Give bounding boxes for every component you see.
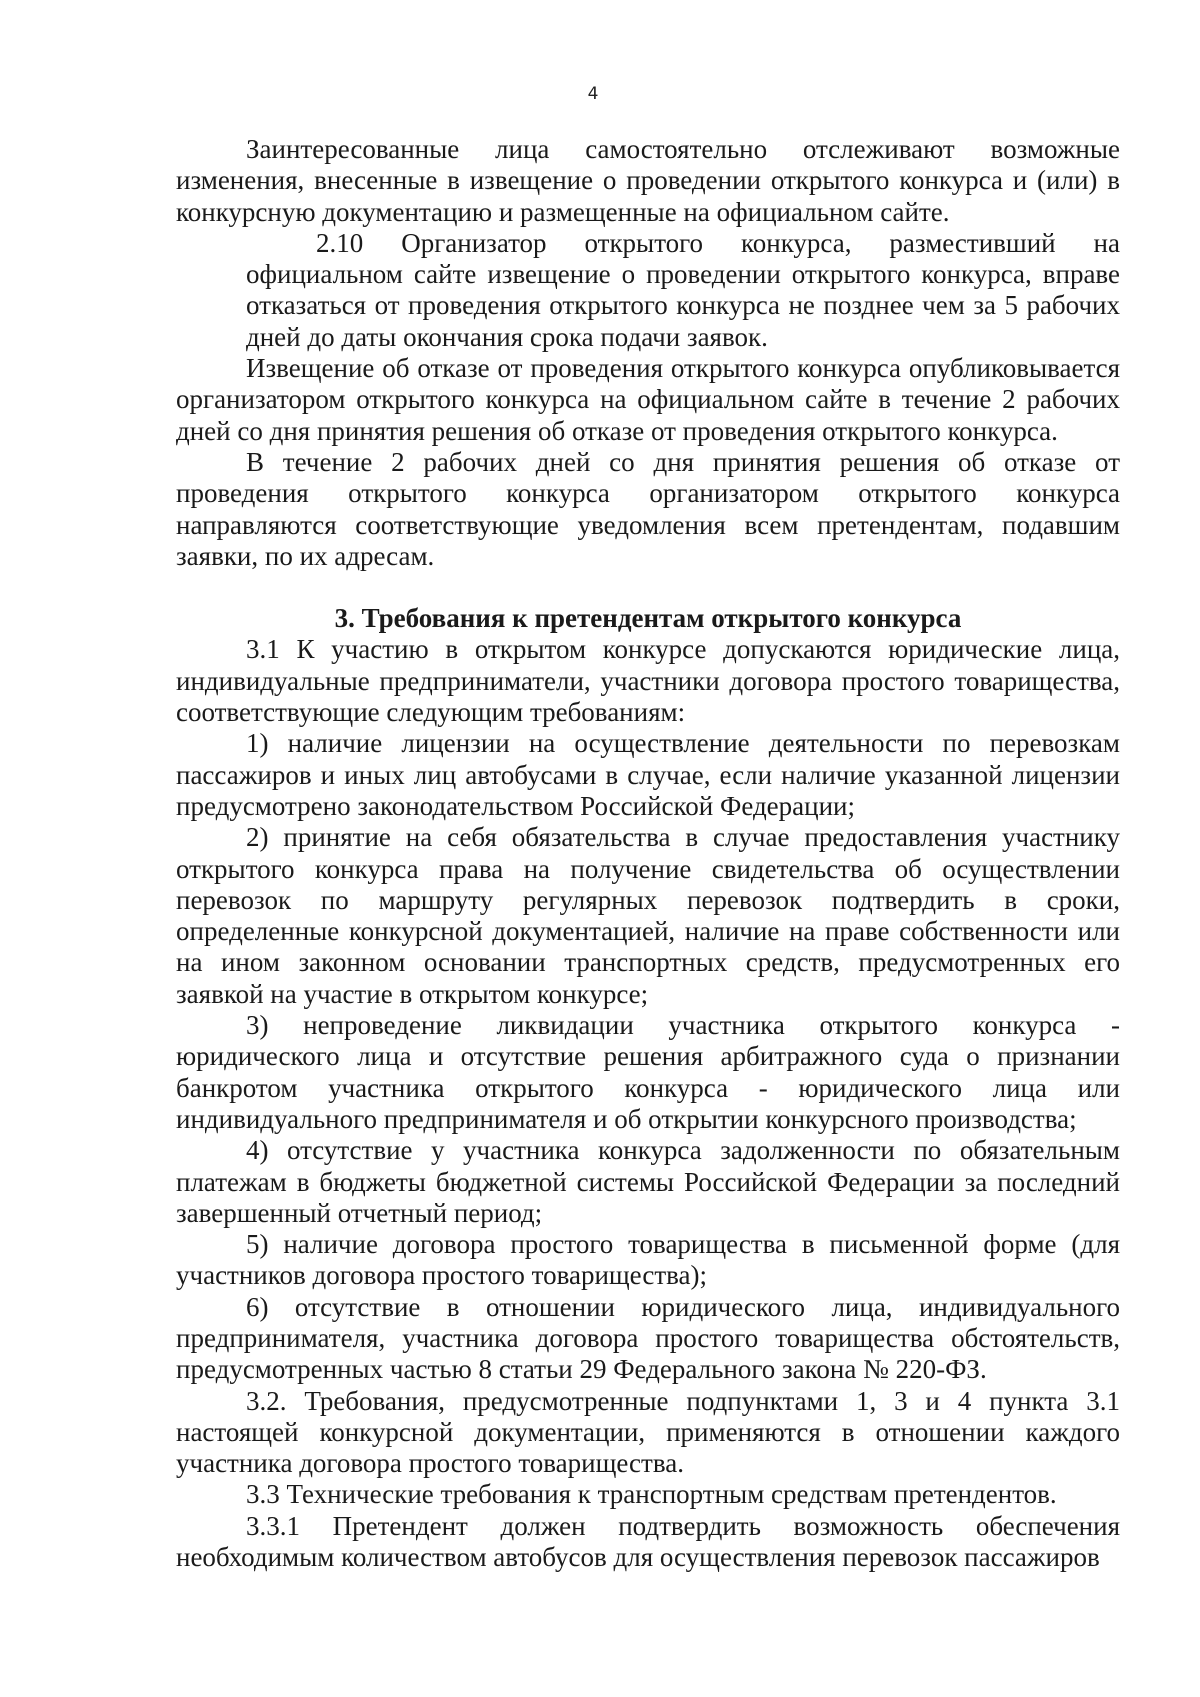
paragraph-3-1: 3.1 К участию в открытом конкурсе допускаются юридические лица, индивидуальные предприниматели, участники договора простого товарищества, соответствующие следующим требованиям: (176, 634, 1120, 728)
page-number: 4 (587, 84, 599, 104)
section-3-heading: 3. Требования к претендентам открытого конкурса (334, 603, 962, 634)
paragraph-3-2: 3.2. Требования, предусмотренные подпунктами 1, 3 и 4 пункта 3.1 настоящей конкурсной документации, применяются в отношении каждого участника договора простого товарищества. (176, 1385, 1120, 1479)
requirement-item-4: 4) отсутствие у участника конкурса задолженности по обязательным платежам в бюджеты бюджетной системы Российской Федерации за последний завершенный отчетный период; (176, 1135, 1120, 1228)
requirement-item-2: 2) принятие на себя обязательства в случае предоставления участнику открытого конкурса права на получение свидетельства об осуществлении перевозок по маршруту регулярных перевозок подтвердить в сроки, определенные конкурсной документацией, наличие на праве собственности или на ином законном основании транспортных средств, предусмотренных его заявкой на участие в открытом конкурсе; (176, 822, 1120, 1009)
paragraph-interested-parties: Заинтересованные лица самостоятельно отслеживают возможные изменения, внесенные в извещение о проведении открытого конкурса и (или) в конкурсную документацию и размещенные на официальном сайте. (176, 134, 1120, 227)
paragraph-refusal-notice: Извещение об отказе от проведения открытого конкурса опубликовывается организатором открытого конкурса на официальном сайте в течение 2 рабочих дней со дня принятия решения об отказе от проведения открытого конкурса. (176, 353, 1120, 446)
requirement-item-6: 6) отсутствие в отношении юридического лица, индивидуального предпринимателя, участника договора простого товарищества обстоятельств, предусмотренных частью 8 статьи 29 Федерального закона № 220-ФЗ. (176, 1291, 1120, 1385)
requirement-item-5: 5) наличие договора простого товарищества в письменной форме (для участников договора простого товарищества); (176, 1229, 1120, 1291)
paragraph-notifications: В течение 2 рабочих дней со дня принятия решения об отказе от проведения открытого конкурса организатором открытого конкурса направляются соответствующие уведомления всем претендентам, подавшим заявки, по их адресам. (176, 446, 1120, 571)
requirement-item-1: 1) наличие лицензии на осуществление деятельности по перевозкам пассажиров и иных лиц автобусами в случае, если наличие указанной лицензии предусмотрено законодательством Российской Федерации; (176, 728, 1120, 821)
paragraph-3-3: 3.3 Технические требования к транспортным средствам претендентов. (246, 1479, 1057, 1510)
document-body (176, 134, 1120, 1573)
paragraph-3-3-1: 3.3.1 Претендент должен подтвердить возможность обеспечения необходимым количеством автобусов для осуществления перевозок пассажиров (176, 1510, 1120, 1573)
paragraph-2-10: 2.10 Организатор открытого конкурса, разместивший на официальном сайте извещение о проведении открытого конкурса, вправе отказаться от проведения открытого конкурса не позднее чем за 5 рабочих дней до даты окончания срока подачи заявок. (246, 227, 1120, 352)
requirement-item-3: 3) непроведение ликвидации участника открытого конкурса - юридического лица и отсутствие решения арбитражного суда о признании банкротом участника открытого конкурса - юридического лица или индивидуального предпринимателя и об открытии конкурсного производства; (176, 1010, 1120, 1134)
